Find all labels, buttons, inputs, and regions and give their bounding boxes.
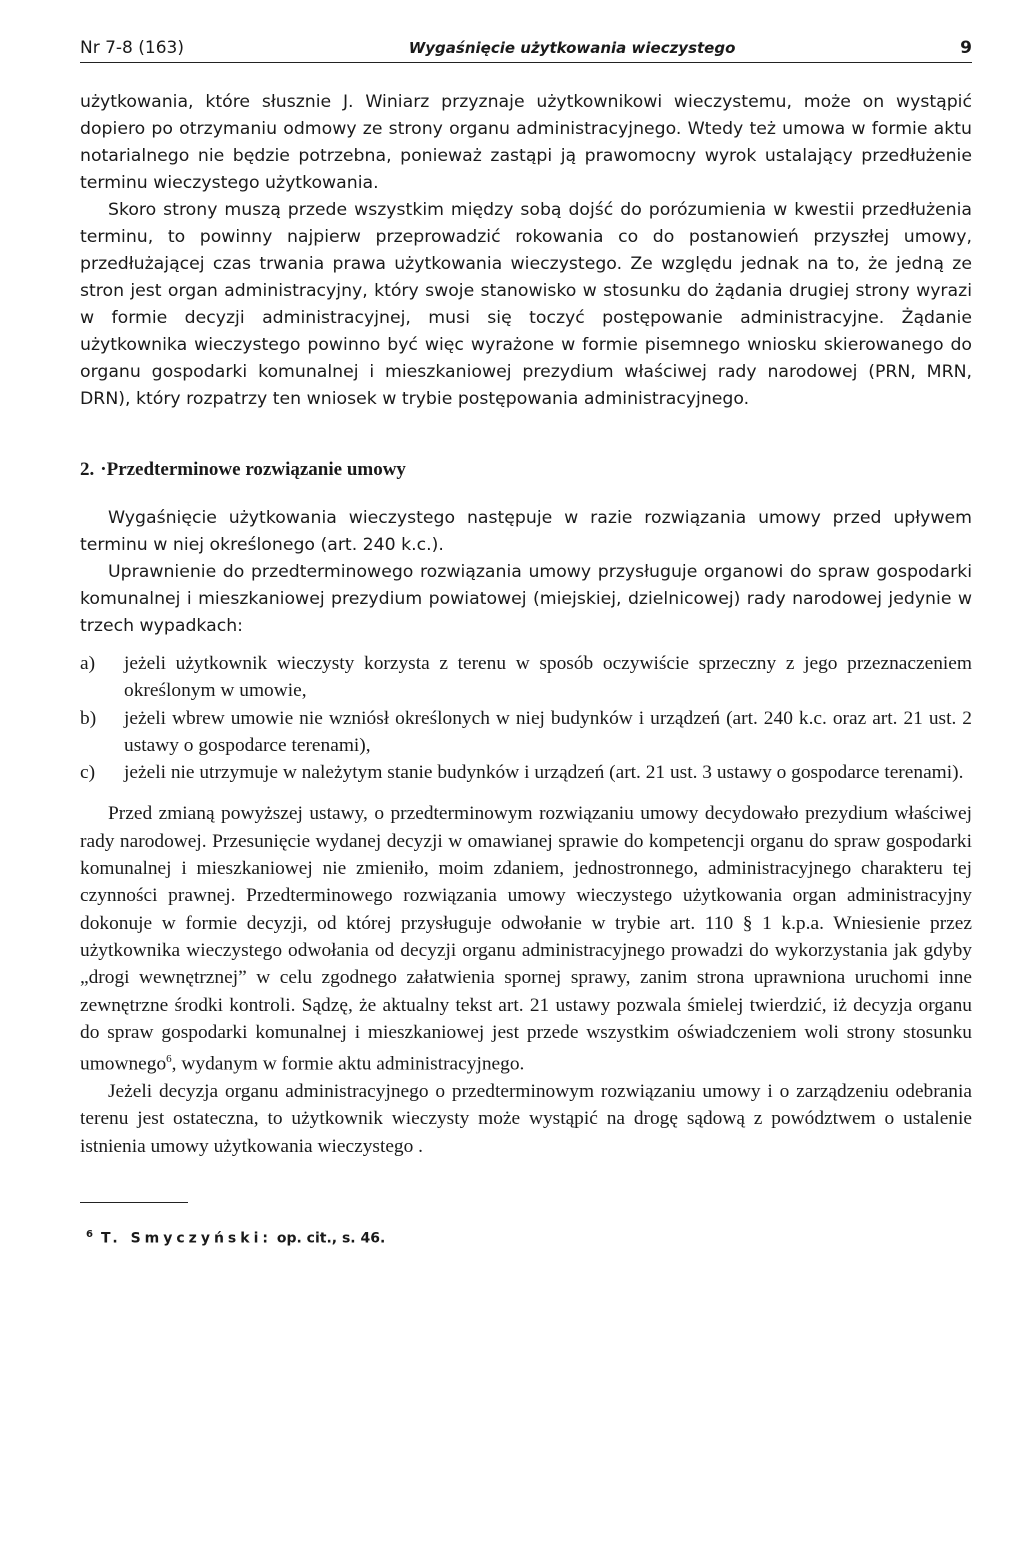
running-head	[80, 38, 972, 63]
footnote-mark: 6	[86, 1228, 93, 1240]
footnote-divider	[80, 1202, 188, 1203]
footnote	[80, 1229, 972, 1247]
paragraph-continued: użytkowania, które słusznie J. Winiarz przyznaje użytkownikowi wieczystemu, może on wystąpić dopiero po otrzymaniu odmowy ze strony organu administracyjnego. Wtedy też umowa w formie aktu notarialnego nie będzie potrzebna, ponieważ zastąpi ją prawomocny wyrok ustalający przedłużenie terminu wieczystego użytkowania.	[80, 92, 972, 193]
section-number: 2.	[80, 459, 95, 480]
paragraph-entitlement: Uprawnienie do przedterminowego rozwiązania umowy przysługuje organowi do spraw gospodarki komunalnej i mieszkaniowej prezydium powiatowej (miejskiej, dzielnicowej) rady narodowej jedynie w trzech wypadkach:	[80, 562, 972, 636]
paragraph-decision-tail: , wydanym w formie aktu administracyjnego.	[171, 1053, 525, 1075]
issue-number: Nr 7-8 (163)	[80, 38, 184, 58]
list-item	[80, 650, 972, 705]
footnote-author: T. Smyczyński:	[100, 1230, 272, 1247]
page	[80, 38, 972, 1246]
section-title: ·Przedterminowe rozwiązanie umowy	[100, 459, 406, 480]
paragraph-agreement: Skoro strony muszą przede wszystkim między sobą dojść do porózumienia w kwestii przedłużenia terminu, to powinny najpierw przeprowadzić rokowania co do postanowień przyszłej umowy, przedłużającej czas trwania prawa użytkowania wieczystego. Ze względu jednak na to, że jedną ze stron jest organ administracyjny, który swoje stanowisko w stosunku do żądania drugiej strony wyrazi w formie decyzji administracyjnej, musi się toczyć postępowanie administracyjne. Żądanie użytkownika wieczystego powinno być więc wyrażone w formie pisemnego wniosku skierowanego do organu gospodarki komunalnej i mieszkaniowej prezydium właściwej rady narodowej (PRN, MRN, DRN), który rozpatrzy ten wniosek w trybie postępowania administracyjnego.	[80, 200, 972, 409]
paragraph-final: Jeżeli decyzja organu administracyjnego o przedterminowym rozwiązaniu umowy i o zarządzeniu odebrania terenu jest ostateczna, to użytkownik wieczysty może wystąpić na drogę sądową z powództwem o ustalenie istnienia umowy użytkowania wieczystego .	[80, 1080, 972, 1157]
page-number: 9	[960, 38, 972, 58]
list-item-text: jeżeli wbrew umowie nie wzniósł określonych w niej budynków i urządzeń (art. 240 k.c. oraz art. 21 ust. 2 ustawy o gospodarce terenami),	[124, 707, 972, 756]
list-item	[80, 705, 972, 760]
paragraph-decision-text: Przed zmianą powyższej ustawy, o przedterminowym rozwiązaniu umowy decydowało prezydium właściwej rady narodowej. Przesunięcie wydanej decyzji w omawianej sprawie do kompetencji organu do spraw gospodarki komunalnej i mieszkaniowej nie zmieniło, moim zdaniem, jednostronnego, administracyjnego charakteru tej czynności prawnej. Przedterminowego rozwiązania umowy wieczystego użytkowania organ administracyjny dokonuje w formie decyzji, od której przysługuje odwołanie w trybie art. 110 § 1 k.p.a. Wniesienie przez użytkownika wieczystego odwołania od decyzji organu administracyjnego prowadzi do wykorzystania jak gdyby „drogi wewnętrznej” w celu zgodnego załatwienia spornej sprawy, zanim strona uprawniona uruchomi inne zewnętrzne środki kontroli. Sądzę, że aktualny tekst art. 21 ustawy pozwala śmielej twierdzić, iż decyzja organu do spraw gospodarki komunalnej i mieszkaniowej jest przede wszystkim oświadczeniem woli strony stosunku umownego	[80, 803, 972, 1075]
list-marker: b)	[80, 707, 97, 729]
paragraph-decision	[80, 800, 972, 1077]
list-marker: a)	[80, 653, 96, 674]
list-item-text: jeżeli użytkownik wieczysty korzysta z terenu w sposób oczywiście sprzeczny z jego przeznaczeniem określonym w umowie,	[124, 653, 972, 702]
section-heading	[80, 459, 972, 481]
footnote-reference[interactable]: 6	[166, 1053, 172, 1066]
list-item	[80, 759, 972, 786]
footnote-citation: op. cit., s. 46.	[271, 1230, 386, 1247]
running-title: Wygaśnięcie użytkowania wieczystego	[408, 39, 736, 57]
paragraph-expiry: Wygaśnięcie użytkowania wieczystego następuje w razie rozwiązania umowy przed upływem terminu w niej określonego (art. 240 k.c.).	[80, 508, 972, 555]
cases-list	[80, 650, 972, 786]
list-marker: c)	[80, 762, 96, 784]
list-item-text: jeżeli nie utrzymuje w należytym stanie budynków i urządzeń (art. 21 ust. 3 ustawy o gospodarce terenami).	[124, 762, 964, 784]
